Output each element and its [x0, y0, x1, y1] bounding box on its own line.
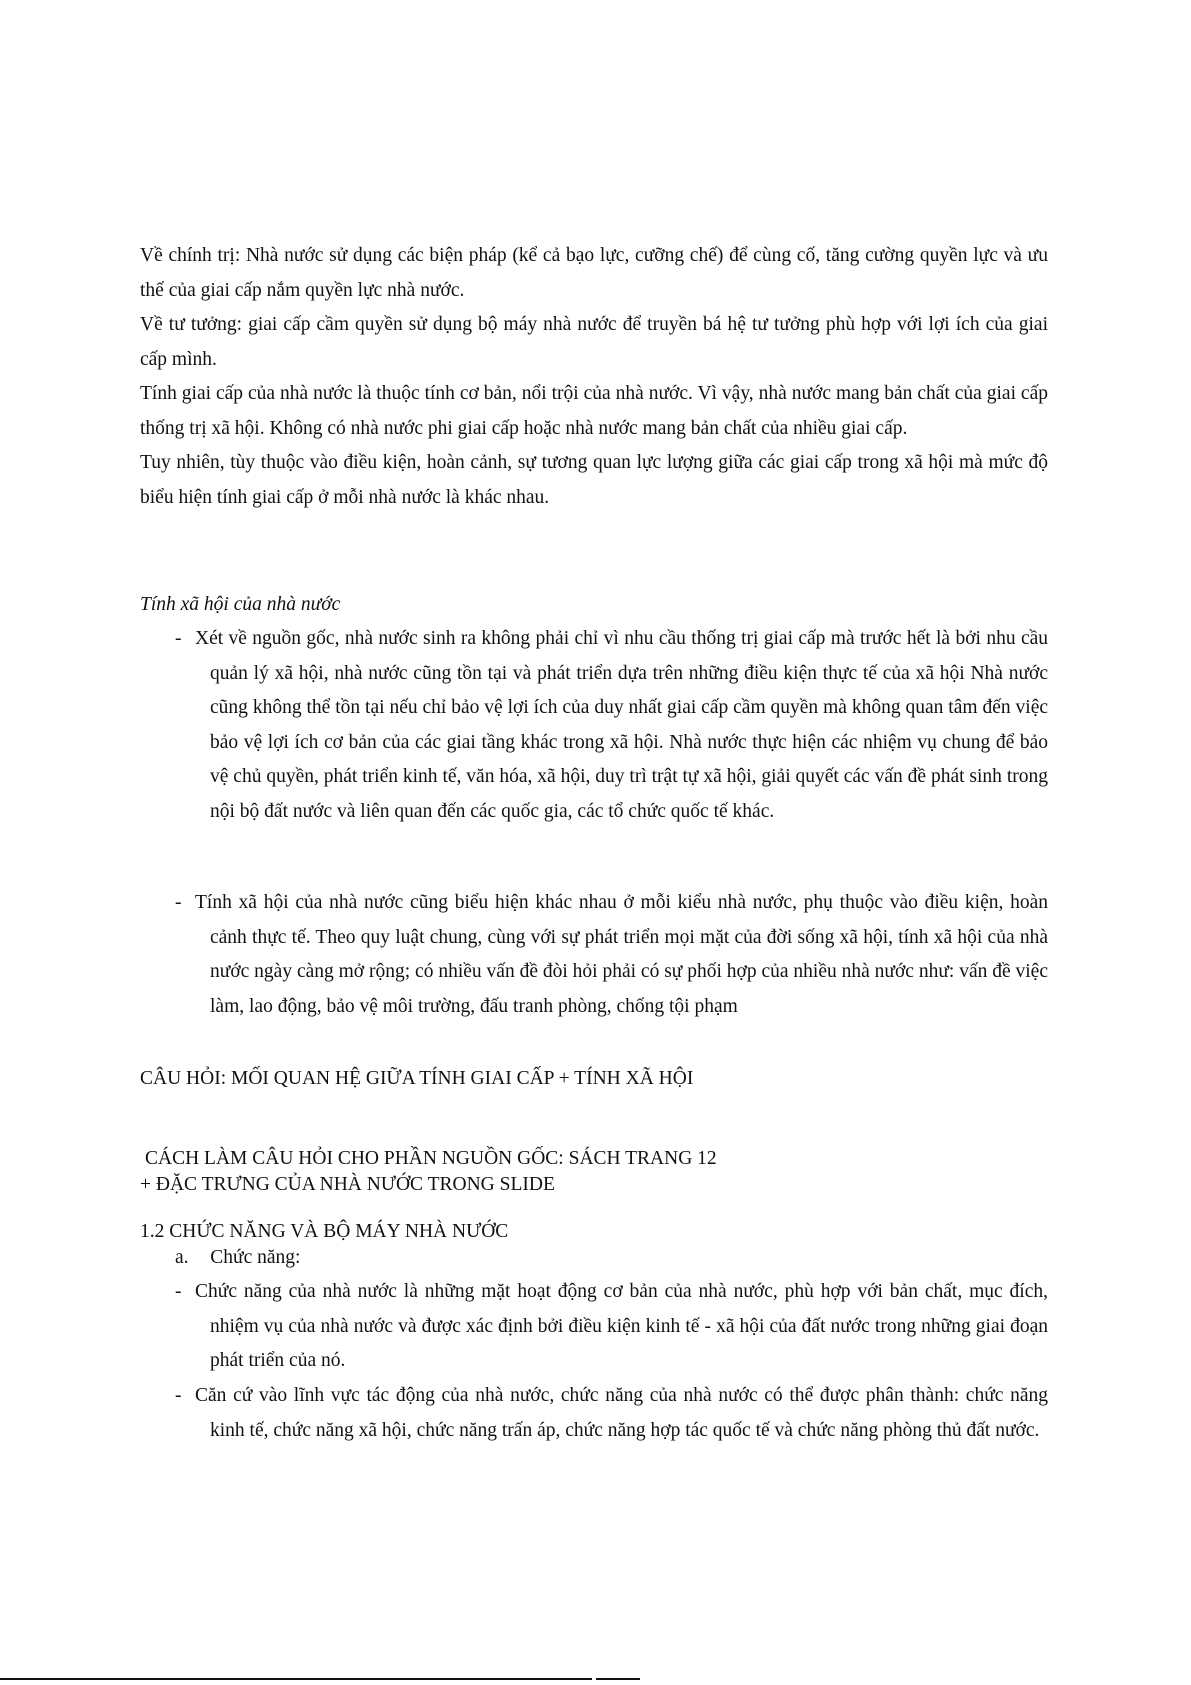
sub-item-a [175, 1245, 300, 1271]
social-bullet-1-text: Xét về nguồn gốc, nhà nước sinh ra không phải chỉ vì nhu cầu thống trị giai cấp mà trước hết là bởi nhu cầu quản lý xã hội, nhà nước cũng tồn tại và phát triển dựa trên những điều kiện thực tế của xã hội Nhà nước cũng không thể tồn tại nếu chỉ bảo vệ lợi ích của duy nhất giai cấp cầm quyền mà không quan tâm đến việc bảo vệ lợi ích cơ bản của các giai tầng khác trong xã hội. Nhà nước thực hiện các nhiệm vụ chung để bảo vệ chủ quyền, phát triển kinh tế, văn hóa, xã hội, duy trì trật tự xã hội, giải quyết các vấn đề phát sinh trong nội bộ đất nước và liên quan đến các quốc gia, các tổ chức quốc tế khác. [195, 628, 1048, 822]
bottom-rule-right [596, 1678, 640, 1680]
social-bullet-2 [175, 886, 1048, 1024]
sub-item-text: Chức năng: [210, 1247, 301, 1268]
paragraph-ideology: Về tư tưởng: giai cấp cầm quyền sử dụng bộ máy nhà nước để truyền bá hệ tư tưởng phù hợp với lợi ích của giai cấp mình. [140, 314, 1048, 370]
bullet-dash: - [175, 892, 182, 913]
bullet-dash: - [175, 1385, 182, 1406]
bullet-dash: - [175, 628, 182, 649]
method-line-1: CÁCH LÀM CÂU HỎI CHO PHẦN NGUỒN GỐC: SÁCH TRANG 12 [145, 1148, 717, 1169]
sub-item-label: a. [175, 1247, 189, 1268]
bullet-dash: - [175, 1281, 182, 1302]
paragraph-however: Tuy nhiên, tùy thuộc vào điều kiện, hoàn cảnh, sự tương quan lực lượng giữa các giai cấp trong xã hội mà mức độ biểu hiện tính giai cấp ở mỗi nhà nước là khác nhau. [140, 452, 1048, 508]
question-line: CÂU HỎI: MỐI QUAN HỆ GIỮA TÍNH GIAI CẤP + TÍNH XÃ HỘI [140, 1068, 694, 1089]
social-nature-heading: Tính xã hội của nhà nước [140, 594, 341, 615]
paragraph-politics: Về chính trị: Nhà nước sử dụng các biện pháp (kể cả bạo lực, cưỡng chế) để cùng cố, tăng cường quyền lực và ưu thế của giai cấp nắm quyền lực nhà nước. [140, 245, 1048, 301]
social-bullet-1 [175, 622, 1048, 829]
function-bullet-1 [175, 1275, 1048, 1379]
paragraph-class-nature: Tính giai cấp của nhà nước là thuộc tính cơ bản, nổi trội của nhà nước. Vì vậy, nhà nước mang bản chất của giai cấp thống trị xã hội. Không có nhà nước phi giai cấp hoặc nhà nước mang bản chất của nhiều giai cấp. [140, 383, 1048, 439]
function-bullet-1-text: Chức năng của nhà nước là những mặt hoạt động cơ bản của nhà nước, phù hợp với bản chất, mục đích, nhiệm vụ của nhà nước và được xác định bởi điều kiện kinh tế - xã hội của đất nước trong những giai đoạn phát triển của nó. [195, 1281, 1048, 1371]
section-heading-1-2: 1.2 CHỨC NĂNG VÀ BỘ MÁY NHÀ NƯỚC [140, 1221, 509, 1242]
intro-paragraphs [140, 239, 1048, 515]
bottom-rule-left [0, 1678, 592, 1680]
method-line-2: + ĐẶC TRƯNG CỦA NHÀ NƯỚC TRONG SLIDE [140, 1174, 555, 1195]
social-bullet-2-text: Tính xã hội của nhà nước cũng biểu hiện khác nhau ở mỗi kiểu nhà nước, phụ thuộc vào điều kiện, hoàn cảnh thực tế. Theo quy luật chung, cùng với sự phát triển mọi mặt của đời sống xã hội, tính xã hội của nhà nước ngày càng mở rộng; có nhiều vấn đề đòi hỏi phải có sự phối hợp của nhiều nhà nước như: vấn đề việc làm, lao động, bảo vệ môi trường, đấu tranh phòng, chống tội phạm [195, 892, 1048, 1017]
function-bullet-2 [175, 1379, 1048, 1448]
function-bullet-2-text: Căn cứ vào lĩnh vực tác động của nhà nước, chức năng của nhà nước có thể được phân thành: chức năng kinh tế, chức năng xã hội, chức năng trấn áp, chức năng hợp tác quốc tế và chức năng phòng thủ đất nước. [195, 1385, 1048, 1441]
